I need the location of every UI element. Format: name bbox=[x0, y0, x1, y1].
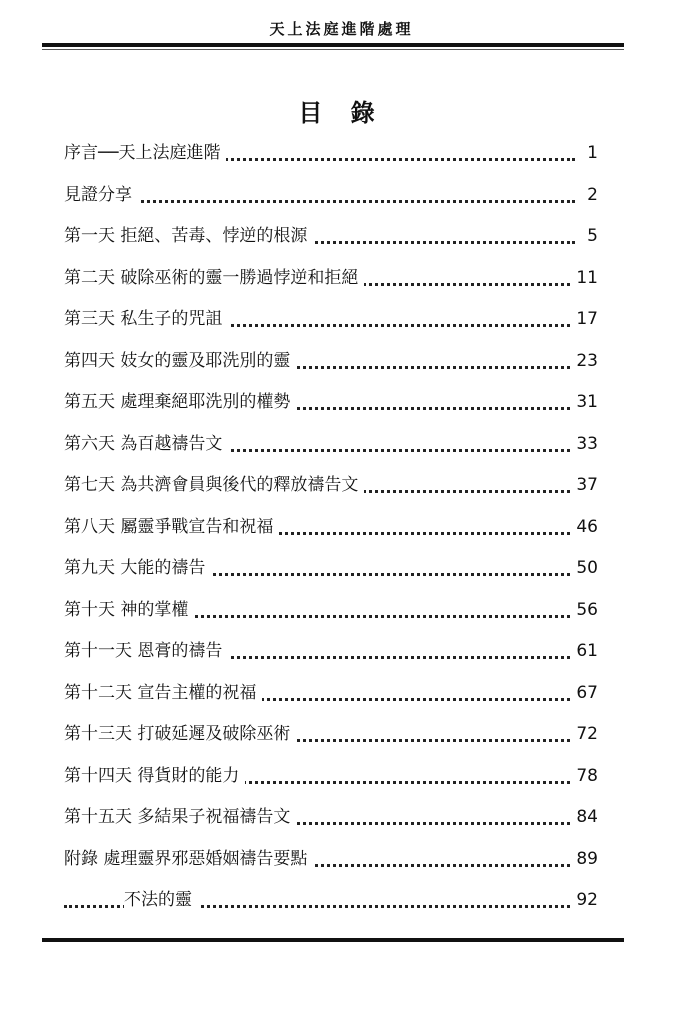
toc-entry-label: 第十一天 恩膏的禱告 bbox=[64, 636, 228, 666]
toc-entry bbox=[0, 346, 683, 376]
toc-entry-label: 第十四天 得貨財的能力 bbox=[64, 761, 245, 791]
toc-entry-page: 78 bbox=[570, 761, 598, 791]
toc-entry bbox=[0, 595, 683, 625]
toc-entry-label: 第三天 私生子的咒詛 bbox=[64, 304, 228, 334]
toc-entry-label: 第十三天 打破延遲及破除巫術 bbox=[64, 719, 296, 749]
toc-entry-page: 37 bbox=[570, 470, 598, 500]
toc-entry-page: 11 bbox=[570, 263, 598, 293]
toc-entry-label: 第十二天 宣告主權的祝福 bbox=[64, 678, 262, 708]
toc-entry bbox=[0, 844, 683, 874]
toc-entry-page: 84 bbox=[570, 802, 598, 832]
header-rule bbox=[42, 43, 624, 47]
toc-entry-page: 92 bbox=[570, 885, 598, 915]
header-rule-thin bbox=[42, 49, 624, 50]
toc-entry-label: 第九天 大能的禱告 bbox=[64, 553, 211, 583]
toc-entry-label: 序言──天上法庭進階 bbox=[64, 138, 226, 168]
toc-entry bbox=[0, 802, 683, 832]
toc-entry-label: 第十天 神的掌權 bbox=[64, 595, 194, 625]
toc-entry-label: 第二天 破除巫術的靈一勝過悖逆和拒絕 bbox=[64, 263, 364, 293]
toc-entry-page: 33 bbox=[570, 429, 598, 459]
toc-entry bbox=[0, 636, 683, 666]
toc-entry bbox=[0, 387, 683, 417]
toc-entry bbox=[0, 512, 683, 542]
toc-entry-label: 第四天 妓女的靈及耶洗別的靈 bbox=[64, 346, 296, 376]
toc-entry-page: 67 bbox=[570, 678, 598, 708]
toc-entry-label: 見證分享 bbox=[64, 180, 138, 210]
running-header: 天上法庭進階處理 bbox=[269, 20, 414, 38]
toc-entry-label: 第六天 為百越禱告文 bbox=[64, 429, 228, 459]
toc-entry-page: 2 bbox=[581, 180, 598, 210]
toc-entry-page: 72 bbox=[570, 719, 598, 749]
toc-entry-label: 第十五天 多結果子祝福禱告文 bbox=[64, 802, 296, 832]
toc-entry-label: 不法的靈 bbox=[124, 885, 198, 915]
toc-entry-label: 附錄 處理靈界邪惡婚姻禱告要點 bbox=[64, 844, 313, 874]
toc-entry-page: 46 bbox=[570, 512, 598, 542]
toc-entry-page: 61 bbox=[570, 636, 598, 666]
toc-entry bbox=[0, 470, 683, 500]
toc-entry-label: 第七天 為共濟會員與後代的釋放禱告文 bbox=[64, 470, 364, 500]
footer-rule bbox=[42, 938, 624, 942]
toc-entry bbox=[0, 138, 683, 168]
toc-entry-label: 第五天 處理棄絕耶洗別的權勢 bbox=[64, 387, 296, 417]
toc-entry-label: 第一天 拒絕、苦毒、悖逆的根源 bbox=[64, 221, 313, 251]
toc-entry-page: 1 bbox=[581, 138, 598, 168]
toc-entry bbox=[0, 429, 683, 459]
toc-entry bbox=[0, 221, 683, 251]
toc-entry bbox=[0, 304, 683, 334]
toc-entry bbox=[0, 761, 683, 791]
toc-entry-page: 56 bbox=[570, 595, 598, 625]
toc-entry bbox=[0, 263, 683, 293]
toc-entry bbox=[0, 553, 683, 583]
toc-entry-page: 50 bbox=[570, 553, 598, 583]
toc-entry-page: 17 bbox=[570, 304, 598, 334]
toc-title: 目 錄 bbox=[298, 99, 385, 127]
dot-leader bbox=[64, 200, 575, 203]
toc-entry-page: 5 bbox=[581, 221, 598, 251]
toc-entry bbox=[0, 678, 683, 708]
toc-entry bbox=[0, 885, 683, 915]
toc-entry-page: 31 bbox=[570, 387, 598, 417]
toc-entry bbox=[0, 719, 683, 749]
toc-entry-page: 23 bbox=[570, 346, 598, 376]
toc-entry-page: 89 bbox=[570, 844, 598, 874]
toc-entry-label: 第八天 屬靈爭戰宣告和祝福 bbox=[64, 512, 279, 542]
toc-entry bbox=[0, 180, 683, 210]
